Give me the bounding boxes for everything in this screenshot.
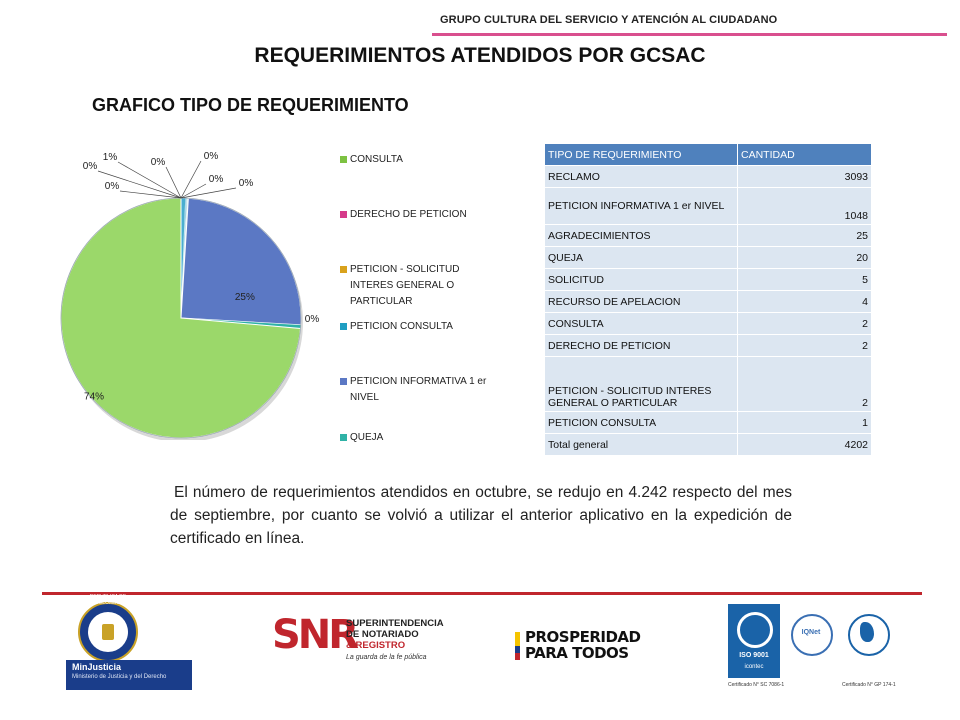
row-tipo: PETICION - SOLICITUD INTERES GENERAL O PARTICULAR xyxy=(545,357,738,412)
prosperidad-text xyxy=(525,629,640,661)
icontec-ring-icon xyxy=(737,612,773,648)
total-label: Total general xyxy=(545,434,738,456)
table-row xyxy=(545,247,872,269)
row-tipo: QUEJA xyxy=(545,247,738,269)
icontec-iso-badge xyxy=(728,604,780,678)
table-row xyxy=(545,313,872,335)
legend-label: PETICION - SOLICITUD INTERES GENERAL O PARTICULAR xyxy=(350,264,460,307)
prosperidad-line2: PARA TODOS xyxy=(525,644,629,662)
table-row xyxy=(545,291,872,313)
row-cantidad: 2 xyxy=(738,313,872,335)
pie-data-label: 25% xyxy=(234,292,255,304)
table-row xyxy=(545,225,872,247)
legend-label: PETICION CONSULTA xyxy=(350,321,453,332)
row-tipo: CONSULTA xyxy=(545,313,738,335)
legend-label: QUEJA xyxy=(350,432,384,443)
snr-logo xyxy=(272,606,447,680)
row-tipo: SOLICITUD xyxy=(545,269,738,291)
pie-data-label: 0% xyxy=(82,161,98,172)
pie-leader-line xyxy=(120,191,181,198)
legend-swatch-icon xyxy=(340,211,347,218)
row-cantidad: 5 xyxy=(738,269,872,291)
row-cantidad: 3093 xyxy=(738,166,872,188)
row-cantidad: 2 xyxy=(738,357,872,412)
minjusticia-subtitle: Ministerio de Justicia y del Derecho xyxy=(72,674,167,680)
pie-slice xyxy=(181,198,301,325)
legend-item xyxy=(340,207,500,223)
legend-swatch-icon xyxy=(340,266,347,273)
row-cantidad: 1048 xyxy=(738,188,872,225)
minjusticia-logo xyxy=(66,594,194,690)
pie-data-label: 0% xyxy=(238,178,254,189)
row-tipo: PETICION CONSULTA xyxy=(545,412,738,434)
legend-item xyxy=(340,319,500,335)
snr-mark: SNR xyxy=(272,612,357,658)
legend-item xyxy=(340,374,500,406)
table-row xyxy=(545,188,872,225)
iqnet-label: IQNet xyxy=(801,629,821,636)
footer-divider xyxy=(42,592,922,595)
row-tipo: RECLAMO xyxy=(545,166,738,188)
legend-item xyxy=(340,430,500,446)
pie-data-label: 0% xyxy=(104,181,120,192)
legend-label: CONSULTA xyxy=(350,154,403,165)
legend-swatch-icon xyxy=(340,156,347,163)
pie-leader-line xyxy=(118,162,181,198)
prosperidad-line1: PROSPERIDAD xyxy=(525,628,641,646)
row-cantidad: 20 xyxy=(738,247,872,269)
pie-data-label: 0% xyxy=(150,157,166,168)
header-group-name: GRUPO CULTURA DEL SERVICIO Y ATENCIÓN AL CIUDADANO xyxy=(440,14,778,26)
pie-chart xyxy=(60,140,340,440)
pie-data-label: 74% xyxy=(84,391,105,403)
seal-text: REPUBLICA DE COLOMBIA xyxy=(89,594,127,606)
colombia-seal-icon xyxy=(78,594,138,662)
certificate-number-2: Certificado N° GP 174-1 xyxy=(842,682,896,688)
pie-data-label: 0% xyxy=(203,151,219,162)
legend-swatch-icon xyxy=(340,378,347,385)
chart-section-title: GRAFICO TIPO DE REQUERIMIENTO xyxy=(92,95,409,115)
total-value: 4202 xyxy=(738,434,872,456)
column-header-cantidad: CANTIDAD xyxy=(738,144,872,166)
row-tipo: RECURSO DE APELACION xyxy=(545,291,738,313)
page-title: REQUERIMIENTOS ATENDIDOS POR GCSAC xyxy=(254,44,706,67)
minjusticia-name: MinJusticia xyxy=(72,662,122,672)
legend-swatch-icon xyxy=(340,323,347,330)
legend-item xyxy=(340,262,500,310)
legend-label: DERECHO DE PETICION xyxy=(350,209,467,220)
row-cantidad: 2 xyxy=(738,335,872,357)
snr-line1: SUPERINTENDENCIA xyxy=(346,618,444,629)
table-total-row xyxy=(545,434,872,456)
snr-line2: DE NOTARIADO xyxy=(346,629,419,640)
table-header-row xyxy=(545,144,872,166)
table-row xyxy=(545,412,872,434)
snr-tagline: La guarda de la fe pública xyxy=(346,654,427,661)
legend-label: PETICION INFORMATIVA 1 er NIVEL xyxy=(350,376,487,403)
table-row xyxy=(545,357,872,412)
table-row xyxy=(545,335,872,357)
column-header-tipo: TIPO DE REQUERIMIENTO xyxy=(545,144,738,166)
certificate-number-1: Certificado N° SC 7086-1 xyxy=(728,682,785,688)
legend-item xyxy=(340,152,500,168)
row-cantidad: 25 xyxy=(738,225,872,247)
table-row xyxy=(545,269,872,291)
pie-data-label: 0% xyxy=(304,314,320,325)
certification-logos xyxy=(722,600,897,692)
iso-label: ISO 9001 xyxy=(739,652,769,659)
header-divider xyxy=(432,33,947,36)
prosperidad-logo xyxy=(515,628,645,664)
snr-line3: & REGISTRO xyxy=(346,640,406,651)
icontec-label: icontec xyxy=(744,664,764,670)
row-cantidad: 1 xyxy=(738,412,872,434)
summary-paragraph: El número de requerimientos atendidos en octubre, se redujo en 4.242 respecto del mes de septiembre, por cuanto se volvió a utilizar el anterior aplicativo en la expedición de certificado en línea. xyxy=(170,484,792,547)
requirements-table xyxy=(544,143,872,456)
row-tipo: DERECHO DE PETICION xyxy=(545,335,738,357)
colombia-map-badge xyxy=(842,604,894,678)
row-cantidad: 4 xyxy=(738,291,872,313)
pie-data-label: 1% xyxy=(102,152,118,163)
colombia-flag-icon xyxy=(515,632,520,660)
minjusticia-banner xyxy=(66,660,192,690)
iqnet-badge xyxy=(785,604,837,678)
row-tipo: PETICION INFORMATIVA 1 er NIVEL xyxy=(545,188,738,225)
table-row xyxy=(545,166,872,188)
pie-data-label: 0% xyxy=(208,174,224,185)
row-tipo: AGRADECIMIENTOS xyxy=(545,225,738,247)
snr-name xyxy=(346,618,444,651)
legend-swatch-icon xyxy=(340,434,347,441)
